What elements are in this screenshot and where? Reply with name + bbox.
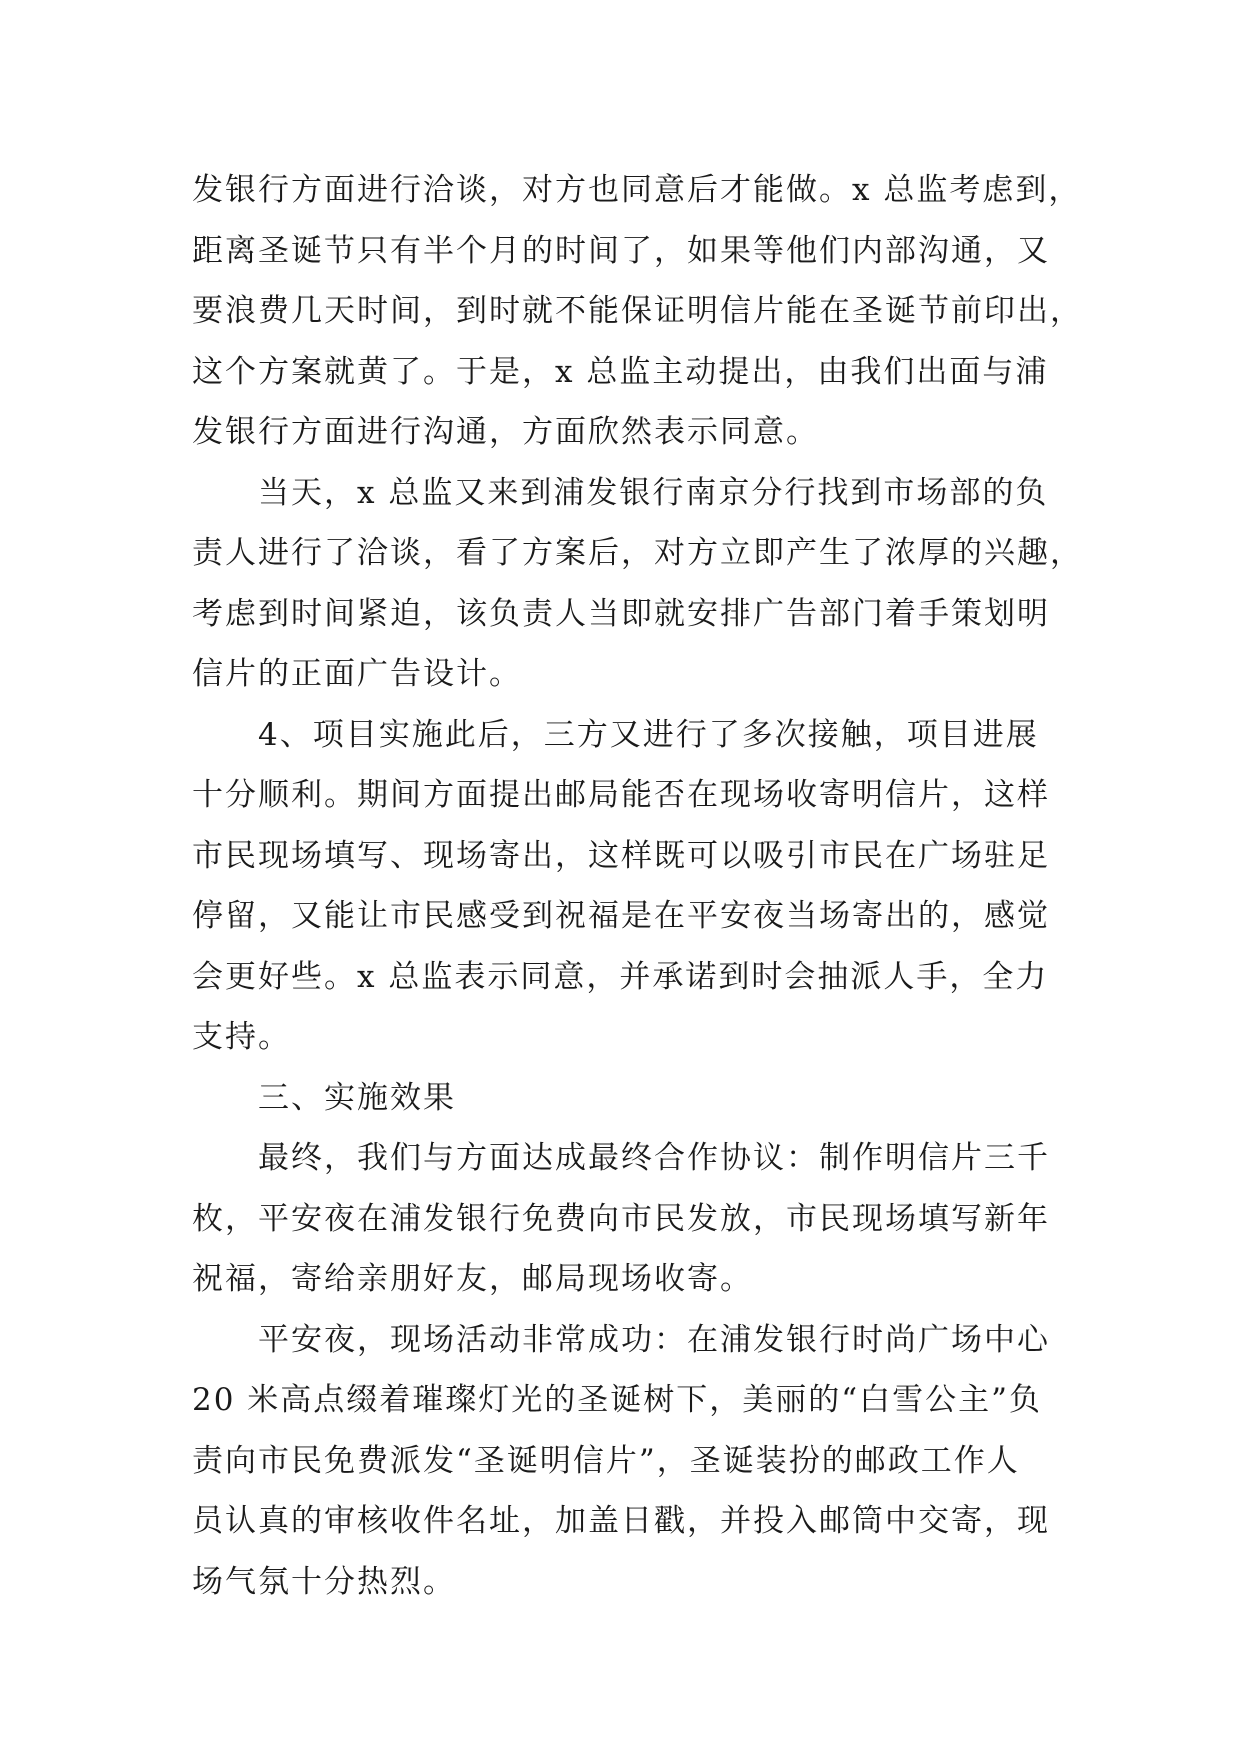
text-line: 责人进行了洽谈，看了方案后，对方立即产生了浓厚的兴趣， bbox=[192, 535, 1083, 571]
text-line: 停留，又能让市民感受到祝福是在平安夜当场寄出的，感觉 bbox=[192, 898, 1050, 934]
text-line: 考虑到时间紧迫，该负责人当即就安排广告部门着手策划明 bbox=[192, 595, 1050, 632]
paragraph-start-line: 当天，x 总监又来到浦发银行南京分行找到市场部的负 bbox=[258, 474, 1049, 511]
text-line: 员认真的审核收件名址，加盖日戳，并投入邮筒中交寄，现 bbox=[192, 1503, 1050, 1539]
text-line: 市民现场填写、现场寄出，这样既可以吸引市民在广场驻足 bbox=[192, 837, 1050, 874]
text-line: 信片的正面广告设计。 bbox=[192, 656, 522, 692]
paragraph-start-line: 平安夜，现场活动非常成功：在浦发银行时尚广场中心 bbox=[258, 1321, 1050, 1358]
text-line: 这个方案就黄了。于是，x 总监主动提出，由我们出面与浦 bbox=[192, 353, 1049, 390]
text-line: 支持。 bbox=[192, 1019, 291, 1055]
text-line: 距离圣诞节只有半个月的时间了，如果等他们内部沟通，又 bbox=[192, 232, 1050, 269]
document-body bbox=[192, 160, 1092, 1612]
section-heading: 三、实施效果 bbox=[258, 1079, 456, 1116]
text-line: 要浪费几天时间，到时就不能保证明信片能在圣诞节前印出， bbox=[192, 293, 1083, 329]
text-line: 枚，平安夜在浦发银行免费向市民发放，市民现场填写新年 bbox=[192, 1200, 1050, 1237]
text-line: 20 米高点缀着璀璨灯光的圣诞树下，美丽的“白雪公主”负 bbox=[192, 1382, 1042, 1418]
paragraph-start-line: 最终，我们与方面达成最终合作协议：制作明信片三千 bbox=[258, 1140, 1050, 1176]
paragraph-start-line: 4、项目实施此后，三方又进行了多次接触，项目进展 bbox=[258, 716, 1039, 753]
text-line: 会更好些。x 总监表示同意，并承诺到时会抽派人手，全力 bbox=[192, 958, 1049, 995]
text-line: 发银行方面进行洽谈，对方也同意后才能做。x 总监考虑到， bbox=[192, 172, 1082, 208]
text-line: 发银行方面进行沟通，方面欣然表示同意。 bbox=[192, 414, 819, 450]
text-line: 场气氛十分热烈。 bbox=[192, 1563, 456, 1600]
text-line: 责向市民免费派发“圣诞明信片”，圣诞装扮的邮政工作人 bbox=[192, 1442, 1020, 1479]
text-line: 祝福，寄给亲朋好友，邮局现场收寄。 bbox=[192, 1261, 753, 1297]
text-line: 十分顺利。期间方面提出邮局能否在现场收寄明信片，这样 bbox=[192, 777, 1050, 813]
